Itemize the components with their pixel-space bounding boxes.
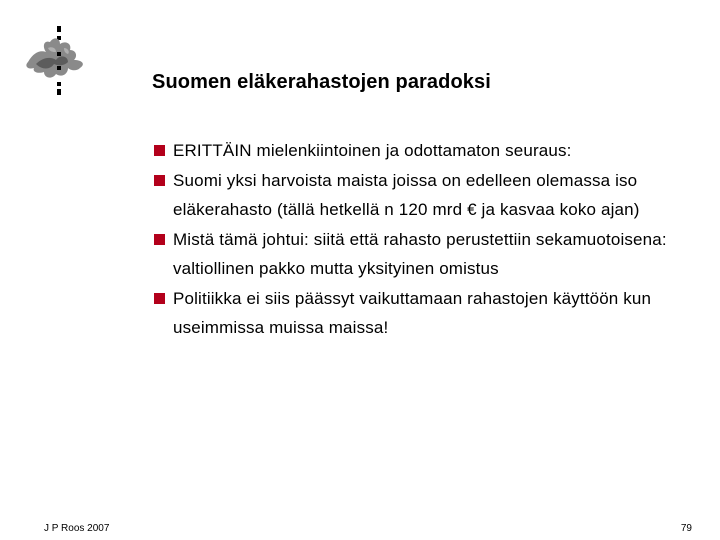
square-bullet-icon	[154, 145, 165, 156]
square-bullet-icon	[154, 175, 165, 186]
bullet-text: Mistä tämä johtui: siitä että rahasto perustettiin sekamuotoisena: valtiollinen pakko mutta yksityinen omistus	[173, 229, 667, 278]
square-bullet-icon	[154, 234, 165, 245]
bullet-text: Politiikka ei siis päässyt vaikuttamaan rahastojen käyttöön kun useimmissa muissa maissa!	[173, 288, 652, 337]
bullet-text: Suomi yksi harvoista maista joissa on edelleen olemassa iso eläkerahasto (tällä hetkellä n 120 mrd € ja kasvaa koko ajan)	[173, 170, 640, 219]
university-of-helsinki-flame-logo-icon	[20, 22, 92, 98]
slide-title: Suomen eläkerahastojen paradoksi	[152, 71, 491, 93]
bullet-item	[152, 284, 702, 343]
bullet-list	[152, 136, 702, 343]
bullet-text: ERITTÄIN mielenkiintoinen ja odottamaton seuraus:	[173, 141, 572, 160]
bullet-item	[152, 225, 702, 284]
bullet-item	[152, 166, 702, 225]
footer-author: J P Roos 2007	[44, 523, 110, 534]
square-bullet-icon	[154, 293, 165, 304]
page-number: 79	[680, 523, 692, 534]
bullet-item	[152, 136, 702, 166]
